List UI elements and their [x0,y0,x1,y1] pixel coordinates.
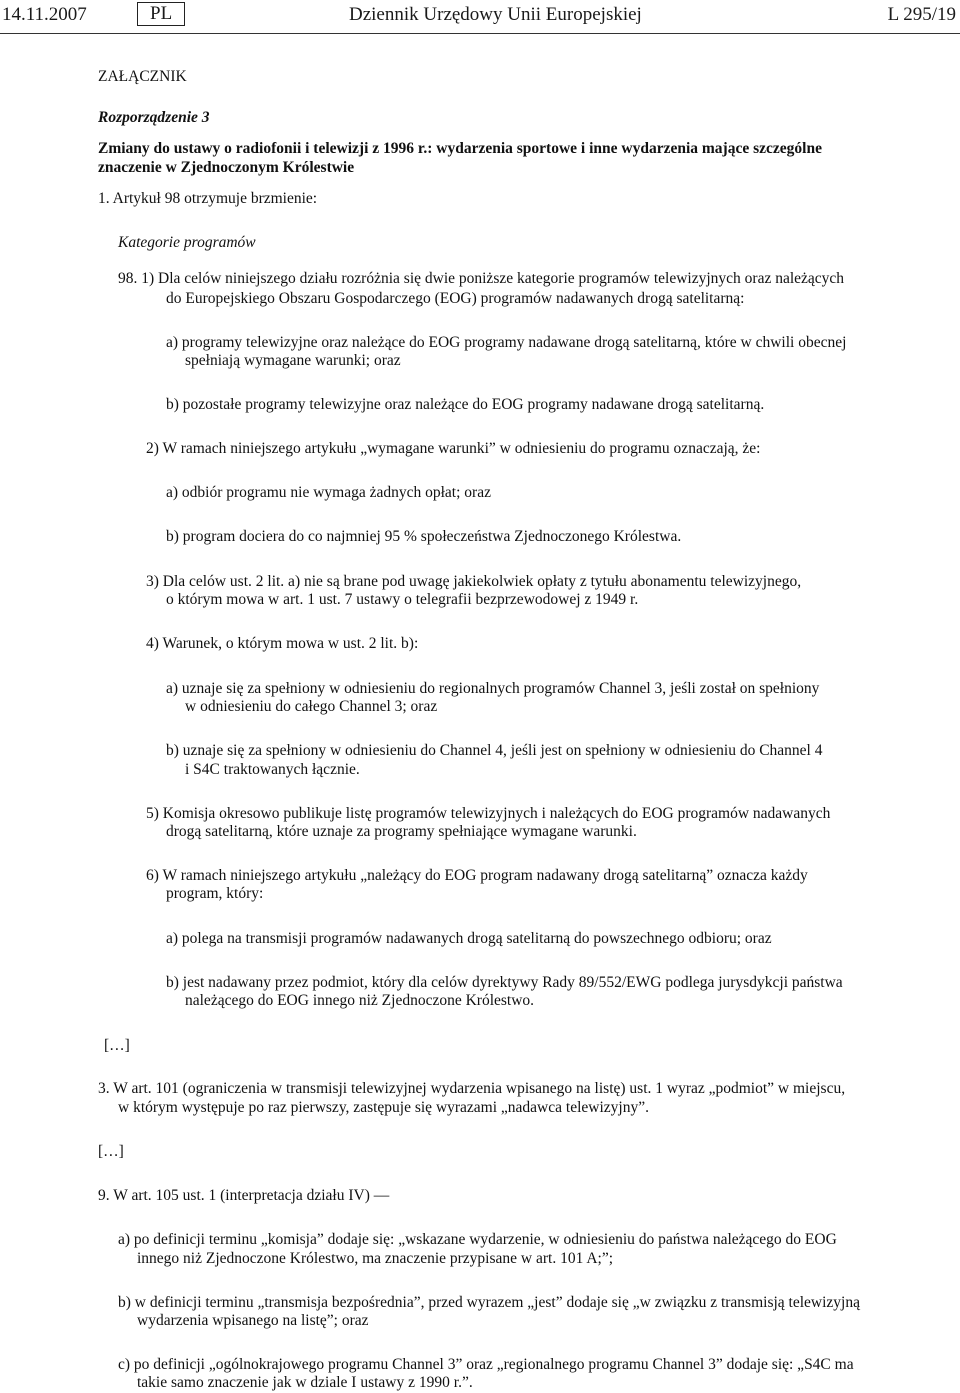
journal-title: Dziennik Urzędowy Unii Europejskiej [349,4,642,25]
ellipsis-1: […] [104,1037,130,1054]
para-4-b-line-2: i S4C traktowanych łącznie. [185,761,360,778]
page-header [0,2,960,28]
para-6-b-line-2: należącego do EOG innego niż Zjednoczone Królestwo. [185,992,535,1009]
para-6-line-2: program, który: [166,885,264,902]
para-6-a: a) polega na transmisji programów nadawanych drogą satelitarną do powszechnego odbioru; oraz [166,930,772,947]
para-6-b-line-1: b) jest nadawany przez podmiot, który dla celów dyrektywy Rady 89/552/EWG podlega jurysdykcji państwa [166,974,843,991]
item-1: 1. Artykuł 98 otrzymuje brzmienie: [98,190,318,207]
para-5-line-1: 5) Komisja okresowo publikuje listę programów telewizyjnych i należących do EOG programów nadawanych [146,805,831,822]
item-9-b-line-2: wydarzenia wpisanego na listę”; oraz [137,1312,369,1329]
para-1-b: b) pozostałe programy telewizyjne oraz należące do EOG programy nadawane drogą satelitarną. [166,396,765,413]
subtitle-line-2: znaczenie w Zjednoczonym Królestwie [98,159,355,176]
para-2-a: a) odbiór programu nie wymaga żadnych opłat; oraz [166,484,491,501]
para-1-a-line-2: spełniają wymagane warunki; oraz [185,352,401,369]
para-3-line-1: 3) Dla celów ust. 2 lit. a) nie są brane pod uwagę jakiekolwiek opłaty z tytułu abonamentu telewizyjnego, [146,573,802,590]
categories-heading: Kategorie programów [118,234,256,251]
para-4: 4) Warunek, o którym mowa w ust. 2 lit. b): [146,635,419,652]
item-9-c-line-1: c) po definicji „ogólnokrajowego programu Channel 3” oraz „regionalnego programu Channel 3” dodaje się: „S4C ma [118,1356,854,1373]
para-5-line-2: drogą satelitarną, które uznaje za programy spełniające wymagane warunki. [166,823,637,840]
para-2: 2) W ramach niniejszego artykułu „wymagane warunki” w odniesieniu do programu oznaczają, że: [146,440,761,457]
para-4-a-line-2: w odniesieniu do całego Channel 3; oraz [185,698,438,715]
page-reference: L 295/19 [887,4,956,25]
item-9-c-line-2: takie samo znaczenie jak w dziale I ustawy z 1990 r.”. [137,1374,473,1391]
regulation-title: Rozporządzenie 3 [98,109,210,126]
article-98-para-1-line-1: 98. 1) Dla celów niniejszego działu rozróżnia się dwie poniższe kategorie programów telewizyjnych oraz należących [118,270,845,287]
para-6-line-1: 6) W ramach niniejszego artykułu „należący do EOG program nadawany drogą satelitarną” oznacza każdy [146,867,808,884]
ellipsis-2: […] [98,1143,124,1160]
para-4-b-line-1: b) uznaje się za spełniony w odniesieniu do Channel 4, jeśli jest on spełniony w odniesieniu do Channel 4 [166,742,823,759]
subtitle-line-1: Zmiany do ustawy o radiofonii i telewizji z 1996 r.: wydarzenia sportowe i inne wydarzenia mające szczególne [98,140,822,157]
article-98-para-1-line-2: do Europejskiego Obszaru Gospodarczego (EOG) programów nadawanych drogą satelitarną: [166,290,745,307]
para-2-b: b) program dociera do co najmniej 95 % społeczeństwa Zjednoczonego Królestwa. [166,528,682,545]
para-1-a-line-1: a) programy telewizyjne oraz należące do EOG programy nadawane drogą satelitarną, które w chwili obecnej [166,334,847,351]
annex-title: ZAŁĄCZNIK [98,68,187,85]
item-9-a-line-2: innego niż Zjednoczone Królestwo, ma znaczenie przypisane w art. 101 A;”; [137,1250,614,1267]
header-rule [0,33,960,34]
item-9: 9. W art. 105 ust. 1 (interpretacja działu IV) — [98,1187,390,1204]
language-badge: PL [137,2,185,26]
item-9-a-line-1: a) po definicji terminu „komisja” dodaje się: „wskazane wydarzenie, w odniesieniu do państwa należącego do EOG [118,1231,837,1248]
item-3-line-1: 3. W art. 101 (ograniczenia w transmisji telewizyjnej wydarzenia wpisanego na listę) ust. 1 wyraz „podmiot” w miejscu, [98,1080,846,1097]
item-9-b-line-1: b) w definicji terminu „transmisja bezpośrednia”, przed wyrazem „jest” dodaje się „w związku z transmisją telewizyjną [118,1294,860,1311]
header-date: 14.11.2007 [2,4,87,25]
para-3-line-2: o którym mowa w art. 1 ust. 7 ustawy o telegrafii bezprzewodowej z 1949 r. [166,591,639,608]
item-3-line-2: w którym występuje po raz pierwszy, zastępuje się wyrazami „nadawca telewizyjny”. [118,1099,649,1116]
para-4-a-line-1: a) uznaje się za spełniony w odniesieniu do regionalnych programów Channel 3, jeśli został on spełniony [166,680,820,697]
